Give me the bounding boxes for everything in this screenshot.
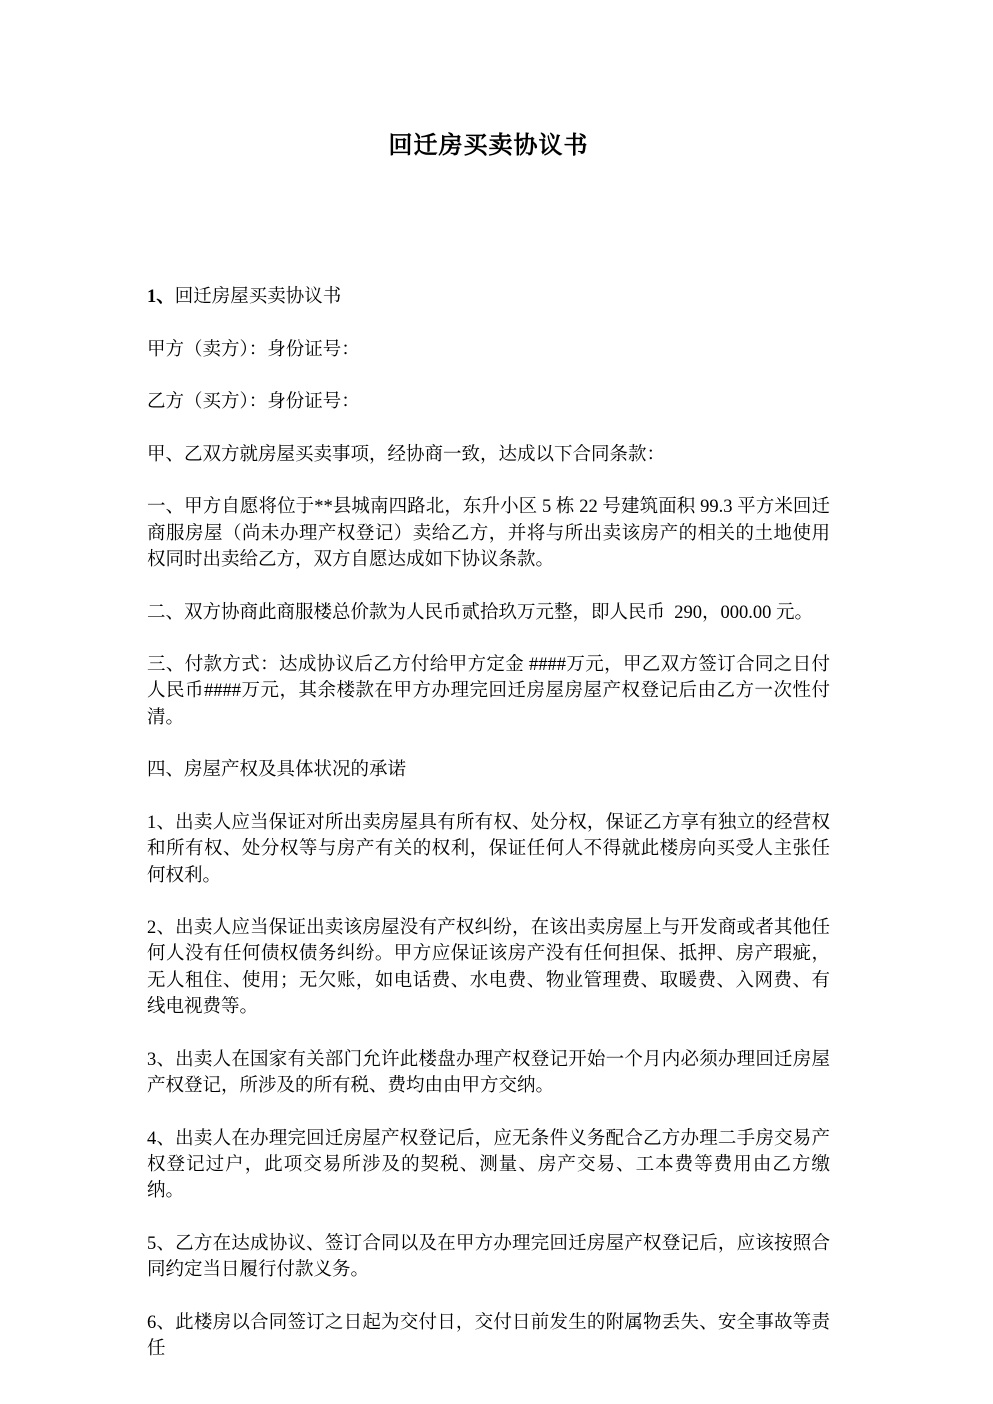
paragraph-text: 4、出卖人在办理完回迁房屋产权登记后，应无条件义务配合乙方办理二手房交易产权登记过户，此项交易所涉及的契税、测量、房产交易、工本费等费用由乙方缴纳。: [147, 1128, 830, 1202]
paragraph-text: 三、付款方式：达成协议后乙方付给甲方定金 ####万元，甲乙双方签订合同之日付人民币####万元，其余楼款在甲方办理完回迁房屋房屋产权登记后由乙方一次性付清。: [147, 655, 830, 728]
paragraph-clause-2: [147, 600, 830, 626]
paragraph-item-4: [147, 1126, 830, 1205]
paragraph-preamble: [147, 442, 830, 468]
document-title: 回迁房买卖协议书: [388, 133, 589, 159]
paragraph-item-1: [147, 810, 830, 889]
paragraph-text: 1、出卖人应当保证对所出卖房屋具有所有权、处分权，保证乙方享有独立的经营权和所有权、处分权等与房产有关的权利，保证任何人不得就此楼房向买受人主张任何权利。: [147, 812, 830, 886]
paragraph-text: 一、甲方自愿将位于**县城南四路北，东升小区 5 栋 22 号建筑面积 99.3 平方米回迁商服房屋（尚未办理产权登记）卖给乙方，并将与所出卖该房产的相关的土地使用权同时出卖给乙方，双方自愿达成如下协议条款。: [147, 497, 830, 570]
paragraph-item-5: [147, 1231, 830, 1284]
paragraph-clause-1: [147, 494, 830, 573]
paragraph-text: 3、出卖人在国家有关部门允许此楼盘办理产权登记开始一个月内必须办理回迁房屋产权登记，所涉及的所有税、费均由由甲方交纳。: [147, 1049, 830, 1096]
paragraph-text: 乙方（买方）：身份证号：: [147, 392, 360, 413]
paragraph-text: 二、双方协商此商服楼总价款为人民币贰拾玖万元整，即人民币 290，000.00 元。: [147, 602, 814, 623]
paragraph-number: 1、: [147, 287, 175, 307]
paragraph-clause-3: [147, 652, 830, 731]
document-body: [147, 284, 830, 1362]
paragraph-party-a: [147, 337, 830, 363]
paragraph-item-2: [147, 915, 830, 1020]
paragraph-clause-4: [147, 757, 830, 783]
paragraph-party-b: [147, 389, 830, 415]
paragraph-text: 2、出卖人应当保证出卖该房屋没有产权纠纷，在该出卖房屋上与开发商或者其他任何人没有任何债权债务纠纷。甲方应保证该房产没有任何担保、抵押、房产瑕疵，无人租住、使用；无欠账，如电话费、水电费、物业管理费、取暖费、入网费、有线电视费等。: [147, 918, 830, 1018]
paragraph-text: 回迁房屋买卖协议书: [174, 287, 342, 307]
paragraph-heading-1: [147, 284, 830, 310]
paragraph-item-3: [147, 1047, 830, 1100]
paragraph-text: 甲、乙双方就房屋买卖事项，经协商一致，达成以下合同条款：: [147, 444, 666, 465]
paragraph-text: 6、此楼房以合同签订之日起为交付日，交付日前发生的附属物丢失、安全事故等责任: [147, 1312, 830, 1359]
paragraph-item-6: [147, 1310, 830, 1363]
paragraph-text: 5、乙方在达成协议、签订合同以及在甲方办理完回迁房屋产权登记后，应该按照合同约定当日履行付款义务。: [147, 1233, 830, 1280]
paragraph-text: 甲方（卖方）：身份证号：: [147, 339, 360, 360]
paragraph-text: 四、房屋产权及具体状况的承诺: [147, 760, 407, 781]
